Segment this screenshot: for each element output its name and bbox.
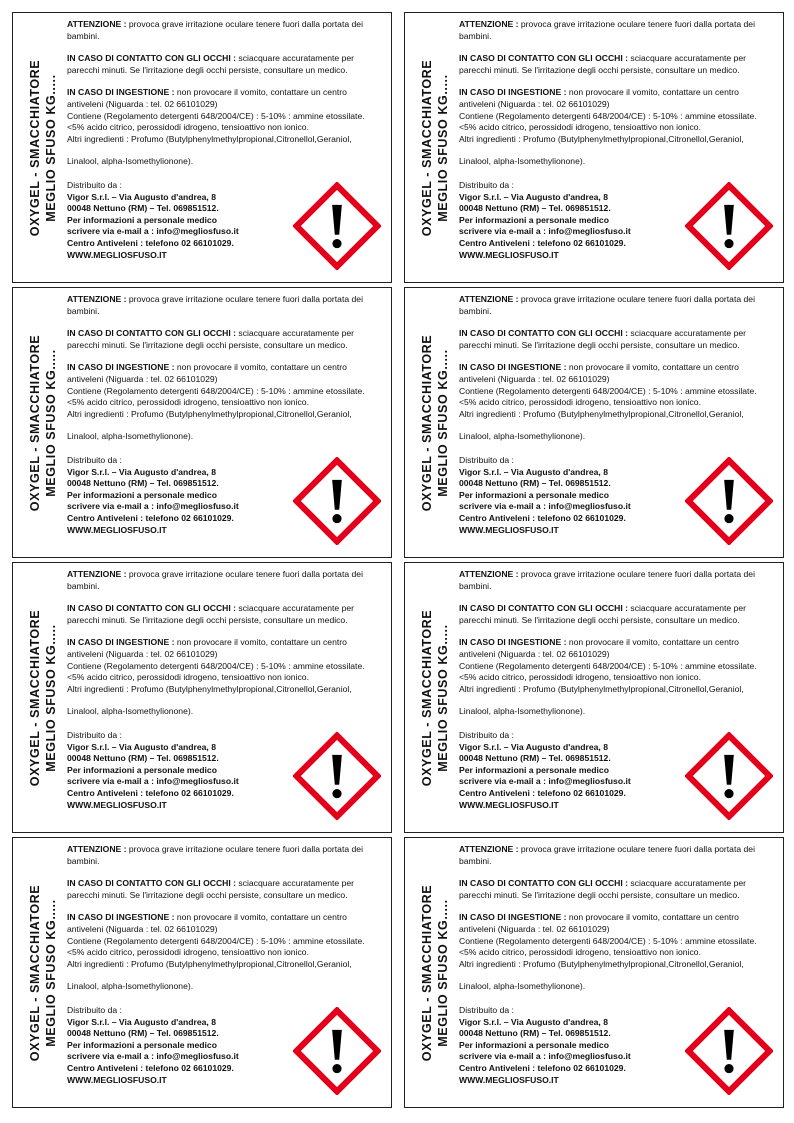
label-side-band	[413, 288, 457, 557]
contents-text: Contiene (Regolamento detergenti 648/2004/CE) : 5-10% : ammine etossilate. <5% acido citrico, perossidodi idrogeno, tensioattivo non ionico.	[459, 110, 757, 133]
medical-info-line: Per informazioni a personale medico	[67, 764, 217, 775]
product-subtitle: MEGLIO SFUSO KG.....	[44, 348, 58, 497]
label-side-band	[21, 13, 65, 282]
medical-info-line: Per informazioni a personale medico	[459, 489, 609, 500]
attention-label: ATTENZIONE :	[459, 844, 519, 854]
attention-paragraph	[67, 19, 383, 42]
eyes-paragraph	[459, 53, 775, 76]
product-label	[12, 287, 392, 558]
ingredients-text-cont: Linalool, alpha-Isomethylionone).	[67, 981, 194, 992]
product-subtitle: MEGLIO SFUSO KG.....	[436, 348, 450, 497]
website-line: WWW.MEGLIOSFUSO.IT	[67, 1074, 167, 1085]
eyes-label: IN CASO DI CONTATTO CON GLI OCCHI :	[459, 328, 629, 339]
website-line: WWW.MEGLIOSFUSO.IT	[67, 524, 167, 535]
product-label	[404, 12, 784, 283]
product-label	[404, 562, 784, 833]
attention-label: ATTENZIONE :	[67, 19, 127, 29]
attention-text: provoca grave irritazione oculare tenere fuori dalla portata dei bambini.	[67, 19, 363, 41]
contents-text: Contiene (Regolamento detergenti 648/2004/CE) : 5-10% : ammine etossilate. <5% acido citrico, perossidodi idrogeno, tensioattivo non ionico.	[67, 110, 365, 133]
website-line: WWW.MEGLIOSFUSO.IT	[459, 799, 559, 810]
email-line: scrivere via e-mail a : info@megliosfuso.it	[67, 776, 239, 787]
eyes-text: sciacquare accuratamente per parecchi minuti. Se l'irritazione degli occhi persiste, consultare un medico.	[459, 603, 747, 625]
distributed-label: Distribuito da :	[67, 179, 122, 190]
ingestion-text: non provocare il vomito, contattare un centro antiveleni (Niguarda : tel. 02 66101029)	[67, 362, 347, 384]
ingredients-text: Altri ingredienti : Profumo (Butylphenylmethylpropional,Citronellol,Geraniol,	[67, 133, 352, 144]
eyes-label: IN CASO DI CONTATTO CON GLI OCCHI :	[67, 53, 237, 64]
website-line: WWW.MEGLIOSFUSO.IT	[459, 249, 559, 260]
poison-center-line: Centro Antiveleni : telefono 02 66101029.	[67, 1062, 234, 1073]
eyes-label: IN CASO DI CONTATTO CON GLI OCCHI :	[67, 328, 237, 339]
distributed-label: Distribuito da :	[67, 729, 122, 740]
ingredients-text-cont: Linalool, alpha-Isomethylionone).	[67, 431, 194, 442]
email-line: scrivere via e-mail a : info@megliosfuso.it	[67, 1051, 239, 1062]
product-title	[27, 884, 59, 1061]
eyes-label: IN CASO DI CONTATTO CON GLI OCCHI :	[459, 53, 629, 64]
eyes-paragraph	[67, 328, 383, 351]
website-line: WWW.MEGLIOSFUSO.IT	[459, 1074, 559, 1085]
ingredients-text: Altri ingredienti : Profumo (Butylphenylmethylpropional,Citronellol,Geraniol,	[67, 958, 352, 969]
product-title	[419, 334, 451, 511]
ingestion-paragraph	[67, 362, 383, 385]
email-line: scrivere via e-mail a : info@megliosfuso.it	[459, 776, 631, 787]
product-subtitle: MEGLIO SFUSO KG.....	[436, 73, 450, 222]
ingredients-text-cont: Linalool, alpha-Isomethylionone).	[459, 156, 586, 167]
ingredients-text: Altri ingredienti : Profumo (Butylphenylmethylpropional,Citronellol,Geraniol,	[67, 683, 352, 694]
ingredients-text: Altri ingredienti : Profumo (Butylphenylmethylpropional,Citronellol,Geraniol,	[459, 408, 744, 419]
eyes-text: sciacquare accuratamente per parecchi minuti. Se l'irritazione degli occhi persiste, consultare un medico.	[67, 878, 355, 900]
product-name: OXYGEL - SMACCHIATORE	[28, 334, 42, 511]
ingestion-text: non provocare il vomito, contattare un centro antiveleni (Niguarda : tel. 02 66101029)	[459, 637, 739, 659]
eyes-text: sciacquare accuratamente per parecchi minuti. Se l'irritazione degli occhi persiste, consultare un medico.	[459, 878, 747, 900]
distributed-label: Distribuito da :	[67, 1004, 122, 1015]
attention-paragraph	[67, 569, 383, 592]
distributed-label: Distribuito da :	[459, 454, 514, 465]
ingredients-text-cont: Linalool, alpha-Isomethylionone).	[67, 706, 194, 717]
ingestion-label: IN CASO DI INGESTIONE :	[67, 87, 175, 98]
attention-paragraph	[459, 19, 775, 42]
email-line: scrivere via e-mail a : info@megliosfuso.it	[459, 1051, 631, 1062]
ingestion-label: IN CASO DI INGESTIONE :	[67, 637, 175, 648]
attention-paragraph	[459, 844, 775, 867]
poison-center-line: Centro Antiveleni : telefono 02 66101029.	[67, 237, 234, 248]
product-label	[404, 287, 784, 558]
distributed-label: Distribuito da :	[67, 454, 122, 465]
medical-info-line: Per informazioni a personale medico	[459, 764, 609, 775]
ingestion-text: non provocare il vomito, contattare un centro antiveleni (Niguarda : tel. 02 66101029)	[67, 637, 347, 659]
label-side-band	[413, 563, 457, 832]
ingestion-label: IN CASO DI INGESTIONE :	[67, 912, 175, 923]
product-title	[27, 59, 59, 236]
address-line: 00048 Nettuno (RM) – Tel. 069851512.	[459, 1028, 611, 1039]
contents-text: Contiene (Regolamento detergenti 648/2004/CE) : 5-10% : ammine etossilate. <5% acido citrico, perossidodi idrogeno, tensioattivo non ionico.	[459, 660, 757, 683]
ingestion-paragraph	[459, 362, 775, 385]
website-line: WWW.MEGLIOSFUSO.IT	[67, 799, 167, 810]
medical-info-line: Per informazioni a personale medico	[459, 214, 609, 225]
attention-text: provoca grave irritazione oculare tenere fuori dalla portata dei bambini.	[67, 569, 363, 591]
product-title	[419, 609, 451, 786]
ingestion-label: IN CASO DI INGESTIONE :	[459, 362, 567, 373]
contents-text: Contiene (Regolamento detergenti 648/2004/CE) : 5-10% : ammine etossilate. <5% acido citrico, perossidodi idrogeno, tensioattivo non ionico.	[459, 935, 757, 958]
contents-text: Contiene (Regolamento detergenti 648/2004/CE) : 5-10% : ammine etossilate. <5% acido citrico, perossidodi idrogeno, tensioattivo non ionico.	[459, 385, 757, 408]
company-line: Vigor S.r.l. – Via Augusto d'andrea, 8	[67, 1016, 216, 1027]
ghs07-exclamation-mark-icon	[293, 1007, 381, 1095]
company-line: Vigor S.r.l. – Via Augusto d'andrea, 8	[67, 466, 216, 477]
product-name: OXYGEL - SMACCHIATORE	[28, 609, 42, 786]
eyes-label: IN CASO DI CONTATTO CON GLI OCCHI :	[459, 878, 629, 889]
eyes-paragraph	[459, 878, 775, 901]
poison-center-line: Centro Antiveleni : telefono 02 66101029.	[459, 237, 626, 248]
address-line: 00048 Nettuno (RM) – Tel. 069851512.	[459, 478, 611, 489]
email-line: scrivere via e-mail a : info@megliosfuso.it	[459, 226, 631, 237]
address-line: 00048 Nettuno (RM) – Tel. 069851512.	[67, 203, 219, 214]
ingestion-paragraph	[67, 87, 383, 110]
ingestion-paragraph	[67, 912, 383, 935]
eyes-paragraph	[67, 878, 383, 901]
ingestion-paragraph	[67, 637, 383, 660]
address-line: 00048 Nettuno (RM) – Tel. 069851512.	[67, 478, 219, 489]
label-side-band	[21, 288, 65, 557]
product-label	[12, 12, 392, 283]
website-line: WWW.MEGLIOSFUSO.IT	[67, 249, 167, 260]
eyes-text: sciacquare accuratamente per parecchi minuti. Se l'irritazione degli occhi persiste, consultare un medico.	[459, 53, 747, 75]
product-subtitle: MEGLIO SFUSO KG.....	[44, 623, 58, 772]
attention-label: ATTENZIONE :	[459, 294, 519, 304]
company-line: Vigor S.r.l. – Via Augusto d'andrea, 8	[459, 191, 608, 202]
poison-center-line: Centro Antiveleni : telefono 02 66101029.	[67, 512, 234, 523]
medical-info-line: Per informazioni a personale medico	[67, 214, 217, 225]
ingestion-paragraph	[459, 912, 775, 935]
eyes-text: sciacquare accuratamente per parecchi minuti. Se l'irritazione degli occhi persiste, consultare un medico.	[459, 328, 747, 350]
attention-label: ATTENZIONE :	[67, 294, 127, 304]
eyes-paragraph	[67, 603, 383, 626]
ingredients-text-cont: Linalool, alpha-Isomethylionone).	[459, 431, 586, 442]
email-line: scrivere via e-mail a : info@megliosfuso.it	[67, 226, 239, 237]
distributed-label: Distribuito da :	[459, 179, 514, 190]
product-subtitle: MEGLIO SFUSO KG.....	[44, 73, 58, 222]
ingestion-text: non provocare il vomito, contattare un centro antiveleni (Niguarda : tel. 02 66101029)	[459, 912, 739, 934]
address-line: 00048 Nettuno (RM) – Tel. 069851512.	[67, 1028, 219, 1039]
company-line: Vigor S.r.l. – Via Augusto d'andrea, 8	[67, 191, 216, 202]
product-title	[27, 609, 59, 786]
product-name: OXYGEL - SMACCHIATORE	[420, 884, 434, 1061]
product-label	[12, 562, 392, 833]
label-side-band	[413, 13, 457, 282]
attention-label: ATTENZIONE :	[67, 844, 127, 854]
product-title	[419, 59, 451, 236]
email-line: scrivere via e-mail a : info@megliosfuso.it	[459, 501, 631, 512]
attention-text: provoca grave irritazione oculare tenere fuori dalla portata dei bambini.	[459, 19, 755, 41]
ghs07-exclamation-mark-icon	[293, 732, 381, 820]
ghs07-exclamation-mark-icon	[293, 457, 381, 545]
poison-center-line: Centro Antiveleni : telefono 02 66101029.	[459, 787, 626, 798]
address-line: 00048 Nettuno (RM) – Tel. 069851512.	[67, 753, 219, 764]
eyes-paragraph	[459, 328, 775, 351]
ingestion-text: non provocare il vomito, contattare un centro antiveleni (Niguarda : tel. 02 66101029)	[459, 362, 739, 384]
attention-text: provoca grave irritazione oculare tenere fuori dalla portata dei bambini.	[459, 569, 755, 591]
attention-text: provoca grave irritazione oculare tenere fuori dalla portata dei bambini.	[67, 844, 363, 866]
attention-paragraph	[67, 294, 383, 317]
eyes-paragraph	[459, 603, 775, 626]
product-subtitle: MEGLIO SFUSO KG.....	[436, 623, 450, 772]
ingestion-label: IN CASO DI INGESTIONE :	[67, 362, 175, 373]
product-subtitle: MEGLIO SFUSO KG.....	[436, 898, 450, 1047]
attention-label: ATTENZIONE :	[459, 569, 519, 579]
ingestion-text: non provocare il vomito, contattare un centro antiveleni (Niguarda : tel. 02 66101029)	[459, 87, 739, 109]
company-line: Vigor S.r.l. – Via Augusto d'andrea, 8	[459, 1016, 608, 1027]
attention-text: provoca grave irritazione oculare tenere fuori dalla portata dei bambini.	[67, 294, 363, 316]
poison-center-line: Centro Antiveleni : telefono 02 66101029.	[459, 1062, 626, 1073]
company-line: Vigor S.r.l. – Via Augusto d'andrea, 8	[67, 741, 216, 752]
ingestion-paragraph	[459, 637, 775, 660]
attention-text: provoca grave irritazione oculare tenere fuori dalla portata dei bambini.	[459, 294, 755, 316]
ingestion-label: IN CASO DI INGESTIONE :	[459, 87, 567, 98]
website-line: WWW.MEGLIOSFUSO.IT	[459, 524, 559, 535]
address-line: 00048 Nettuno (RM) – Tel. 069851512.	[459, 753, 611, 764]
medical-info-line: Per informazioni a personale medico	[459, 1039, 609, 1050]
ingestion-text: non provocare il vomito, contattare un centro antiveleni (Niguarda : tel. 02 66101029)	[67, 912, 347, 934]
product-name: OXYGEL - SMACCHIATORE	[28, 59, 42, 236]
ingestion-text: non provocare il vomito, contattare un centro antiveleni (Niguarda : tel. 02 66101029)	[67, 87, 347, 109]
product-title	[419, 884, 451, 1061]
attention-text: provoca grave irritazione oculare tenere fuori dalla portata dei bambini.	[459, 844, 755, 866]
eyes-text: sciacquare accuratamente per parecchi minuti. Se l'irritazione degli occhi persiste, consultare un medico.	[67, 328, 355, 350]
eyes-label: IN CASO DI CONTATTO CON GLI OCCHI :	[459, 603, 629, 614]
product-name: OXYGEL - SMACCHIATORE	[420, 609, 434, 786]
ingestion-label: IN CASO DI INGESTIONE :	[459, 637, 567, 648]
eyes-text: sciacquare accuratamente per parecchi minuti. Se l'irritazione degli occhi persiste, consultare un medico.	[67, 603, 355, 625]
ingredients-text-cont: Linalool, alpha-Isomethylionone).	[459, 981, 586, 992]
attention-label: ATTENZIONE :	[67, 569, 127, 579]
product-name: OXYGEL - SMACCHIATORE	[420, 59, 434, 236]
ghs07-exclamation-mark-icon	[685, 182, 773, 270]
address-line: 00048 Nettuno (RM) – Tel. 069851512.	[459, 203, 611, 214]
ingredients-text: Altri ingredienti : Profumo (Butylphenylmethylpropional,Citronellol,Geraniol,	[67, 408, 352, 419]
ingredients-text: Altri ingredienti : Profumo (Butylphenylmethylpropional,Citronellol,Geraniol,	[459, 133, 744, 144]
medical-info-line: Per informazioni a personale medico	[67, 1039, 217, 1050]
contents-text: Contiene (Regolamento detergenti 648/2004/CE) : 5-10% : ammine etossilate. <5% acido citrico, perossidodi idrogeno, tensioattivo non ionico.	[67, 660, 365, 683]
product-label	[404, 837, 784, 1108]
label-side-band	[413, 838, 457, 1107]
attention-paragraph	[459, 294, 775, 317]
label-side-band	[21, 838, 65, 1107]
product-label	[12, 837, 392, 1108]
company-line: Vigor S.r.l. – Via Augusto d'andrea, 8	[459, 741, 608, 752]
product-name: OXYGEL - SMACCHIATORE	[28, 884, 42, 1061]
ingredients-text: Altri ingredienti : Profumo (Butylphenylmethylpropional,Citronellol,Geraniol,	[459, 958, 744, 969]
label-side-band	[21, 563, 65, 832]
attention-paragraph	[67, 844, 383, 867]
product-name: OXYGEL - SMACCHIATORE	[420, 334, 434, 511]
product-title	[27, 334, 59, 511]
ingestion-label: IN CASO DI INGESTIONE :	[459, 912, 567, 923]
ghs07-exclamation-mark-icon	[685, 457, 773, 545]
poison-center-line: Centro Antiveleni : telefono 02 66101029.	[459, 512, 626, 523]
attention-label: ATTENZIONE :	[459, 19, 519, 29]
ingredients-text: Altri ingredienti : Profumo (Butylphenylmethylpropional,Citronellol,Geraniol,	[459, 683, 744, 694]
eyes-label: IN CASO DI CONTATTO CON GLI OCCHI :	[67, 603, 237, 614]
company-line: Vigor S.r.l. – Via Augusto d'andrea, 8	[459, 466, 608, 477]
eyes-text: sciacquare accuratamente per parecchi minuti. Se l'irritazione degli occhi persiste, consultare un medico.	[67, 53, 355, 75]
ingredients-text-cont: Linalool, alpha-Isomethylionone).	[459, 706, 586, 717]
ghs07-exclamation-mark-icon	[685, 732, 773, 820]
ghs07-exclamation-mark-icon	[685, 1007, 773, 1095]
contents-text: Contiene (Regolamento detergenti 648/2004/CE) : 5-10% : ammine etossilate. <5% acido citrico, perossidodi idrogeno, tensioattivo non ionico.	[67, 385, 365, 408]
email-line: scrivere via e-mail a : info@megliosfuso.it	[67, 501, 239, 512]
medical-info-line: Per informazioni a personale medico	[67, 489, 217, 500]
ghs07-exclamation-mark-icon	[293, 182, 381, 270]
distributed-label: Distribuito da :	[459, 729, 514, 740]
product-subtitle: MEGLIO SFUSO KG.....	[44, 898, 58, 1047]
ingestion-paragraph	[459, 87, 775, 110]
distributed-label: Distribuito da :	[459, 1004, 514, 1015]
eyes-paragraph	[67, 53, 383, 76]
poison-center-line: Centro Antiveleni : telefono 02 66101029.	[67, 787, 234, 798]
contents-text: Contiene (Regolamento detergenti 648/2004/CE) : 5-10% : ammine etossilate. <5% acido citrico, perossidodi idrogeno, tensioattivo non ionico.	[67, 935, 365, 958]
attention-paragraph	[459, 569, 775, 592]
eyes-label: IN CASO DI CONTATTO CON GLI OCCHI :	[67, 878, 237, 889]
ingredients-text-cont: Linalool, alpha-Isomethylionone).	[67, 156, 194, 167]
